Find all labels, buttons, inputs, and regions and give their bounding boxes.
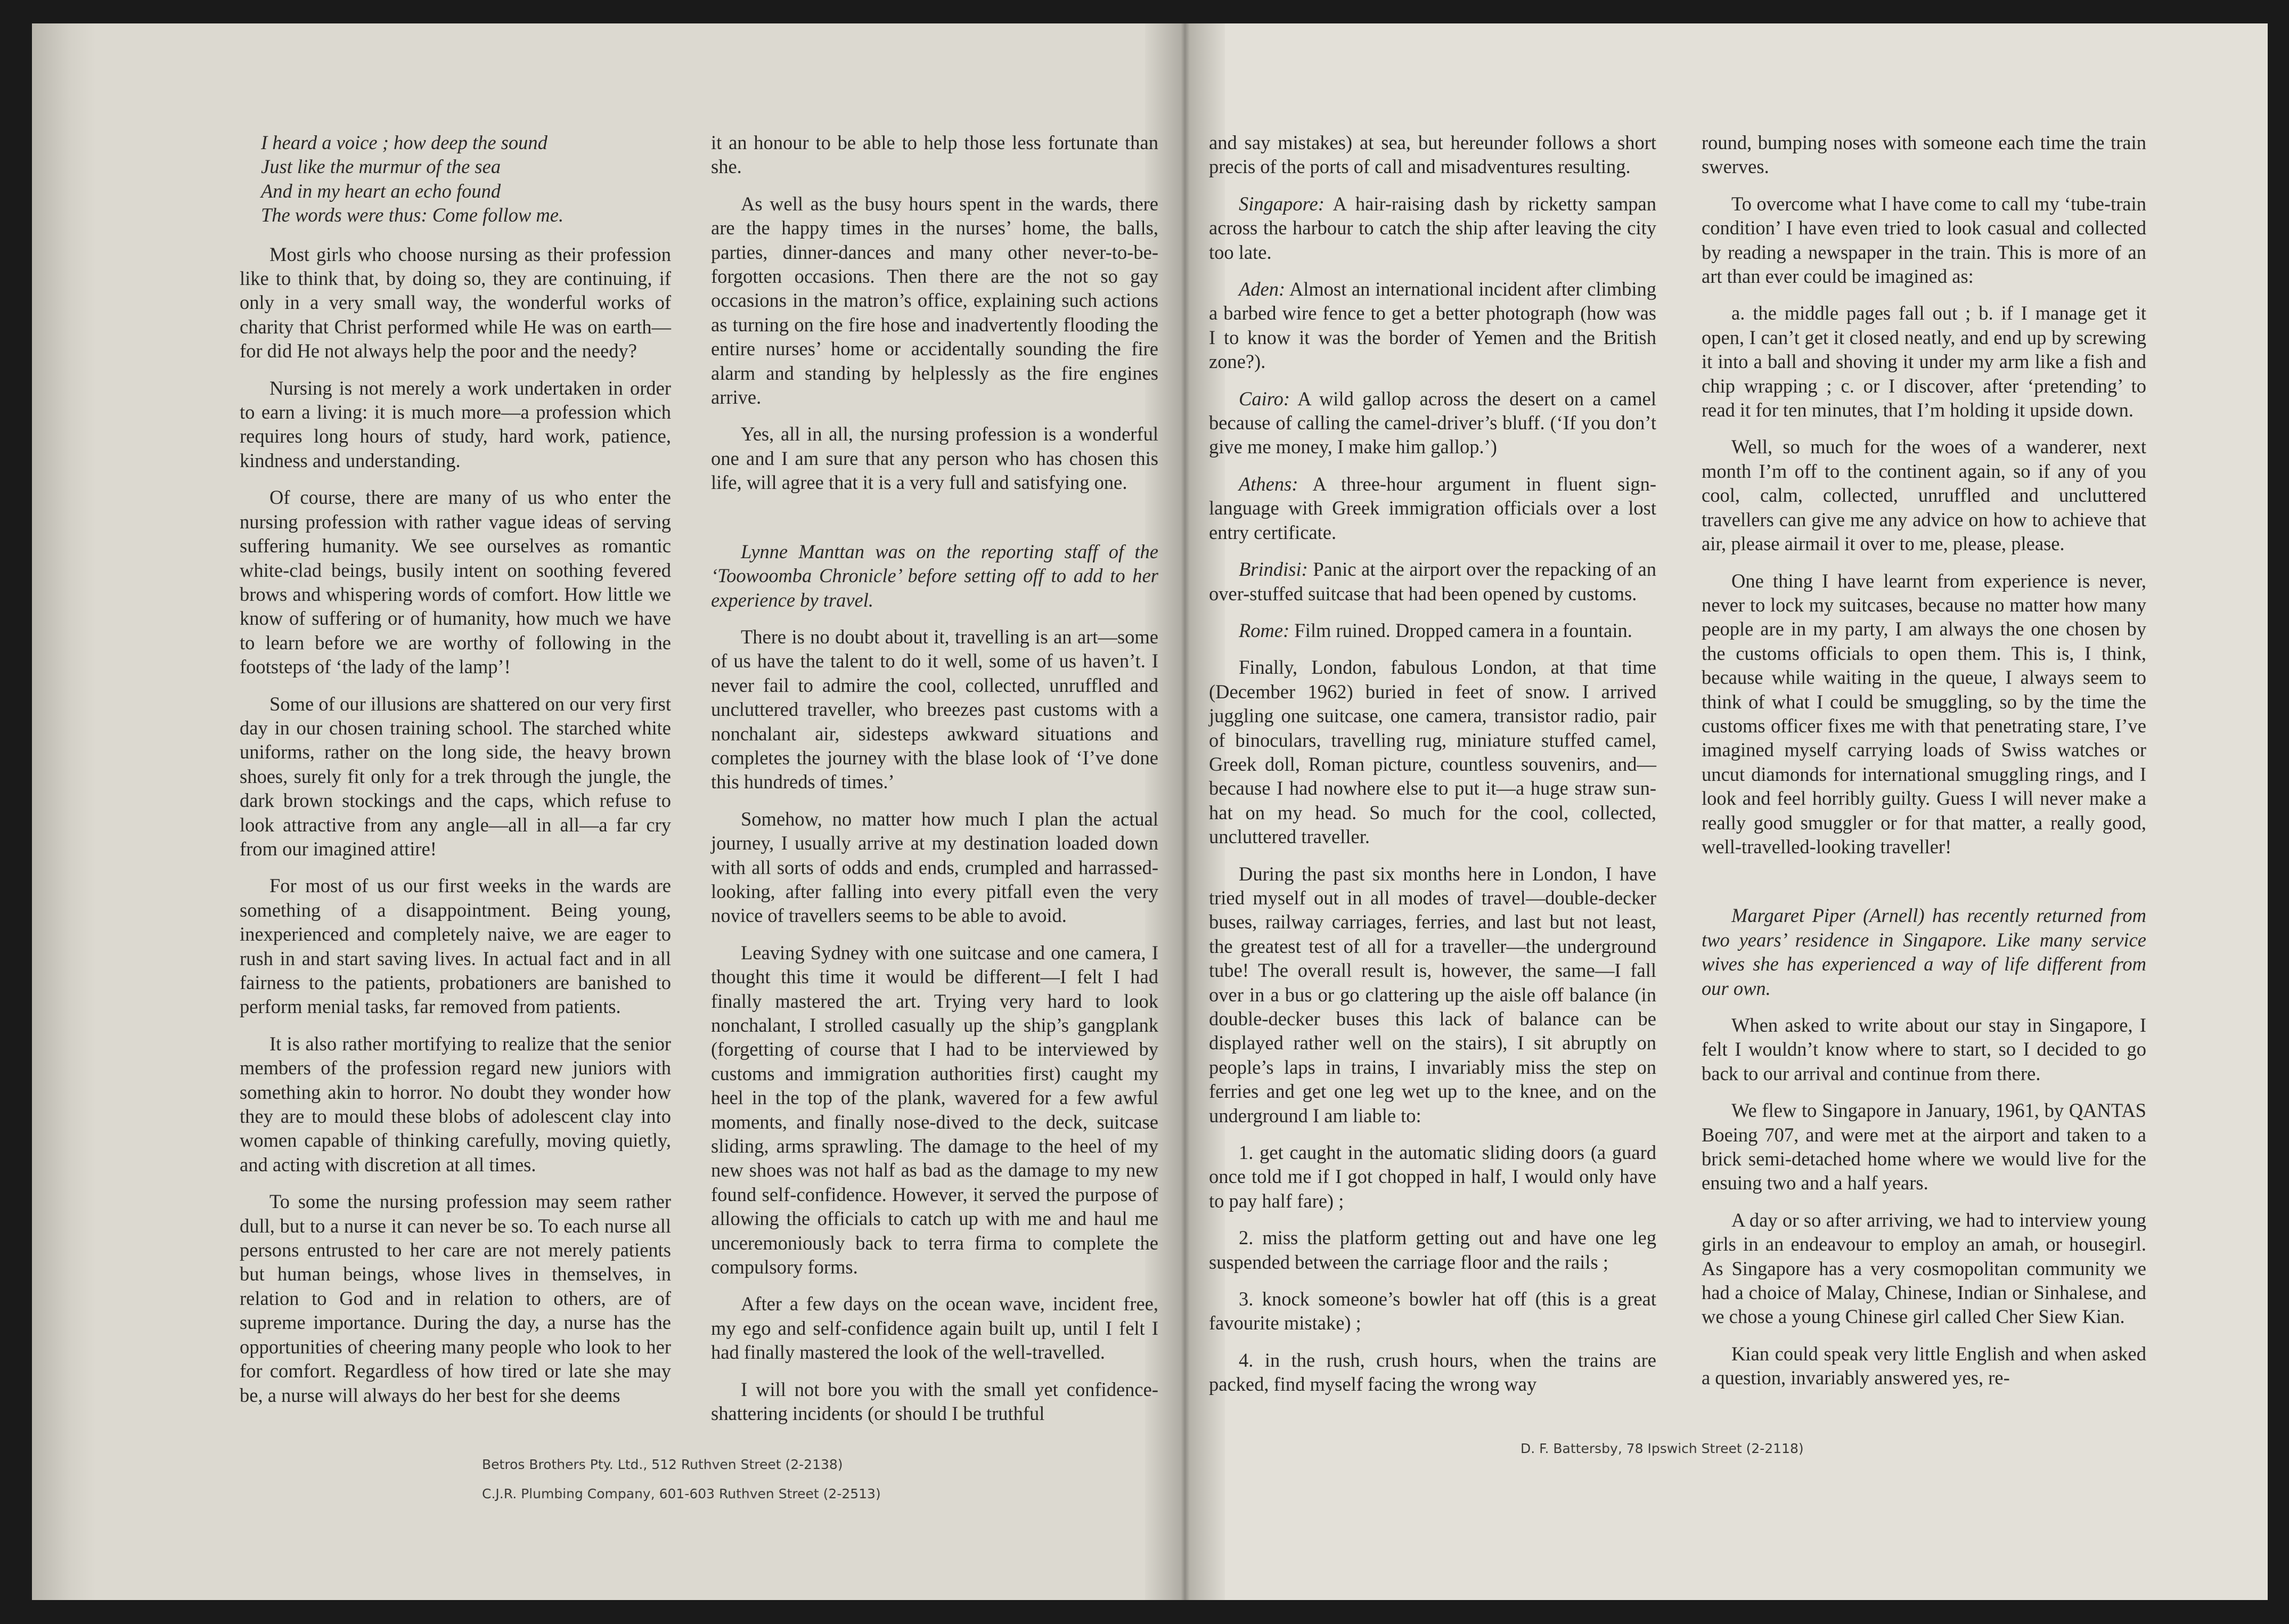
right-column-1: [1209, 130, 1656, 1409]
paragraph: It is also rather mortifying to realize that the senior members of the profession regard new juniors with something akin to horror. No doubt they wonder how they are to mould these blobs of adolescent clay into women capable of thinking carefully, moving quietly, and acting with discretion at all times.: [240, 1032, 671, 1176]
port-entry: [1209, 277, 1656, 374]
advertiser-line: D. F. Battersby, 78 Ipswich Street (2-2118): [1520, 1441, 1804, 1456]
author-intro: Lynne Manttan was on the reporting staff of the ‘Toowoomba Chronicle’ before setting off to add to her experience by travel.: [711, 540, 1158, 611]
paragraph: As well as the busy hours spent in the wards, there are the happy times in the nurses’ home, the balls, parties, dinner-dances and many other never-to-be-forgotten occasions. Then there are the not so gay occasions in the matron’s office, explaining such actions as turning on the fire hose and inadvertently flooding the entire nurses’ home or accidentally sounding the fire alarm and standing by helplessly as the fire engines arrive.: [711, 192, 1158, 409]
paragraph: Nursing is not merely a work undertaken in order to earn a living: it is much more—a profession which requires long hours of study, hard work, patience, kindness and understanding.: [240, 377, 671, 471]
paragraph: round, bumping noses with someone each time the train swerves.: [1702, 132, 2146, 178]
paragraph: Kian could speak very little English and when asked a question, invariably answered yes, re-: [1702, 1342, 2146, 1389]
poem-line: The words were thus: Come follow me.: [261, 204, 564, 226]
port-text: A wild gallop across the desert on a camel because of calling the camel-driver’s bluff. (‘If you don’t give me money, I make him gallop.’): [1209, 387, 1656, 458]
port-text: Panic at the airport over the repacking of an over-stuffed suitcase that had been opened by customs.: [1209, 558, 1656, 605]
poem-line: And in my heart an echo found: [261, 179, 501, 202]
paragraph: Leaving Sydney with one suitcase and one camera, I thought this time it would be different—I felt I had finally mastered the art. Trying very hard to look nonchalant, I strolled casually up the ship’s gangplank (forgetting of course that I had to be interviewed by customs and immigration authorities first) caught my heel in the top of the plank, wavered for a few awful moments, and finally nose-dived to the deck, suitcase sliding, arms sprawling. The damage to the heel of my new shoes was not half as bad as the damage to my new found self-confidence. However, it served the purpose of allowing the officials to catch up with me and haul me unceremoniously back to terra firma to complete the compulsory forms.: [711, 941, 1158, 1278]
left-column-2: [711, 130, 1158, 1439]
author-intro: Margaret Piper (Arnell) has recently returned from two years’ residence in Singapore. Like many service wives she has experienced a way of life different from our own.: [1702, 904, 2146, 999]
port-name: Rome:: [1239, 619, 1290, 641]
port-text: Film ruined. Dropped camera in a fountain.: [1289, 619, 1632, 641]
port-entry: [1209, 557, 1656, 606]
paragraph: For most of us our first weeks in the wards are something of a disappointment. Being young, inexperienced and completely naive, we are eager to rush in and start saving lives. In actual fact and in all fairness to the patients, probationers are banished to perform menial tasks, far removed from patients.: [240, 875, 671, 1018]
port-name: Brindisi:: [1239, 558, 1308, 581]
poem-line: I heard a voice ; how deep the sound: [261, 132, 547, 153]
port-entry: [1209, 387, 1656, 459]
port-name: Athens:: [1239, 472, 1298, 495]
left-column-1: [240, 130, 671, 1420]
paragraph: We flew to Singapore in January, 1961, by QANTAS Boeing 707, and were met at the airport and taken to a brick semi-detached home where we would live for the ensuing two and a half years.: [1702, 1099, 2146, 1194]
port-entry: [1209, 618, 1656, 642]
list-item: 1. get caught in the automatic sliding doors (a guard once told me if I got chopped in half, I would only have to pay half fare) ;: [1209, 1141, 1656, 1212]
port-text: Almost an international incident after climbing a barbed wire fence to get a better photograph (how was I to know it was the border of Yemen and the British zone?).: [1209, 278, 1656, 373]
port-entry: [1209, 472, 1656, 544]
paragraph: To some the nursing profession may seem rather dull, but to a nurse it can never be so. To each nurse all persons entrusted to her care are not merely patients but human beings, whose lives in themselves, in relation to God and in relation to others, are of supreme importance. During the day, a nurse has the opportunities of cheering many people who look to her for comfort. Regardless of how tired or late she may be, a nurse will always do her best for she deems: [240, 1190, 671, 1406]
port-entry: [1209, 192, 1656, 264]
paragraph: Most girls who choose nursing as their profession like to think that, by doing so, they are continuing, if only in a very small way, the wonderful works of charity that Christ performed while He was on earth—for did He not always help the poor and the needy?: [240, 243, 671, 362]
port-text: A hair-raising dash by ricketty sampan across the harbour to catch the ship after leaving the city too late.: [1209, 192, 1656, 263]
paragraph: and say mistakes) at sea, but hereunder follows a short precis of the ports of call and misadventures resulting.: [1209, 132, 1656, 178]
left-page-edge: [32, 23, 96, 1600]
advertiser-line: C.J.R. Plumbing Company, 601-603 Ruthven Street (2-2513): [482, 1486, 881, 1501]
port-name: Singapore:: [1239, 192, 1325, 215]
advertiser-line: Betros Brothers Pty. Ltd., 512 Ruthven Street (2-2138): [482, 1457, 843, 1472]
paragraph: Well, so much for the woes of a wanderer, next month I’m off to the continent again, so if any of you cool, calm, collected, unruffled and uncluttered travellers can give me any advice on how to achieve that air, please airmail it over to me, please, please.: [1702, 436, 2146, 555]
paragraph: During the past six months here in London, I have tried myself out in all modes of travel—double-decker buses, railway carriages, ferries, and last but not least, the greatest test of all for a traveller—the underground tube! The overall result is, however, the same—I fall over in a bus or go clattering up the aisle off balance (in double-decker buses this lack of balance can be displayed rather well on the stairs), I sit abruptly on people’s laps in trains, I invariably miss the step on ferries and get one leg wet up to the knee, and on the underground I am liable to:: [1209, 862, 1656, 1127]
list-item: 3. knock someone’s bowler hat off (this is a great favourite mistake) ;: [1209, 1288, 1656, 1334]
port-name: Cairo:: [1239, 387, 1290, 410]
paragraph: Of course, there are many of us who enter the nursing profession with rather vague ideas of serving suffering humanity. We see ourselves as romantic white-clad beings, busily intent on soothing fevered brows and whispering words of comfort. How little we know of suffering or of humanity, how much we have to learn before we are worthy of following in the footsteps of ‘the lady of the lamp’!: [240, 486, 671, 678]
list-item: 2. miss the platform getting out and have one leg suspended between the carriage floor and the rails ;: [1209, 1227, 1656, 1273]
poem-line: Just like the murmur of the sea: [261, 156, 501, 178]
paragraph: Yes, all in all, the nursing profession is a wonderful one and I am sure that any person who has chosen this life, will agree that it is a very full and satisfying one.: [711, 423, 1158, 494]
paragraph: a. the middle pages fall out ; b. if I manage get it open, I can’t get it closed neatly, and end up by screwing it into a ball and shoving it under my arm like a fish and chip wrapping ; c. or I discover, after ‘pretending’ to read it for ten minutes, that I’m holding it upside down.: [1702, 302, 2146, 421]
port-name: Aden:: [1239, 278, 1286, 300]
paragraph: it an honour to be able to help those less fortunate than she.: [711, 132, 1158, 178]
paragraph: There is no doubt about it, travelling is an art—some of us have the talent to do it well, some of us haven’t. I never fail to admire the cool, collected, unruffled and uncluttered traveller, who breezes past customs with a nonchalant air, sidesteps awkward situations and completes the journey with the blase look of ‘I’ve done this hundreds of times.’: [711, 625, 1158, 793]
paragraph: When asked to write about our stay in Singapore, I felt I wouldn’t know where to start, so I decided to go back to our arrival and continue from there.: [1702, 1014, 2146, 1084]
paragraph: To overcome what I have come to call my ‘tube-train condition’ I have even tried to look casual and collected by reading a newspaper in the train. This is more of an art than ever could be imagined as:: [1702, 192, 2146, 288]
paragraph: Somehow, no matter how much I plan the actual journey, I usually arrive at my destination loaded down with all sorts of odds and ends, crumpled and harrassed-looking, after falling into every pitfall even the very novice of travellers seems to be able to avoid.: [711, 807, 1158, 927]
poem: [240, 130, 671, 227]
paragraph: A day or so after arriving, we had to interview young girls in an endeavour to employ an amah, or housegirl. As Singapore has a very cosmopolitan community we had a choice of Malay, Chinese, Indian or Sinhalese, and we chose a young Chinese girl called Cher Siew Kian.: [1702, 1209, 2146, 1328]
paragraph: Finally, London, fabulous London, at that time (December 1962) buried in feet of snow. I arrived juggling one suitcase, one camera, transistor radio, pair of binoculars, travelling rug, miniature stuffed camel, Greek doll, Roman picture, countless souvenirs, and—because I had nowhere else to put it—a huge straw sun-hat on my head. So much for the cool, collected, uncluttered traveller.: [1209, 656, 1656, 848]
paragraph: Some of our illusions are shattered on our very first day in our chosen training school. The starched white uniforms, rather on the long side, the heavy brown shoes, surely fit only for a trek through the jungle, the dark brown stockings and the caps, which refuse to look attractive from any angle—all in all—a far cry from our imagined attire!: [240, 692, 671, 860]
port-text: A three-hour argument in fluent sign-language with Greek immigration officials over a lost entry certificate.: [1209, 472, 1656, 543]
paragraph: One thing I have learnt from experience is never, never to lock my suitcases, because no matter how many people are in my party, I am always the one chosen by the customs officials to open them. This is, I think, because while waiting in the queue, I always seem to think of what I could be smuggling, so by the time the customs officer fixes me with that penetrating stare, I’ve imagined myself carrying loads of Swiss watches or uncut diamonds for international smuggling rings, and I look and feel horribly guilty. Guess I will never make a really good smuggler or for that matter, a really good, well-travelled-looking traveller!: [1702, 569, 2146, 858]
list-item: 4. in the rush, crush hours, when the trains are packed, find myself facing the wrong way: [1209, 1349, 1656, 1396]
paragraph: I will not bore you with the small yet confidence-shattering incidents (or should I be truthful: [711, 1378, 1158, 1425]
paragraph: After a few days on the ocean wave, incident free, my ego and self-confidence again built up, until I felt I had finally mastered the look of the well-travelled.: [711, 1293, 1158, 1364]
right-column-2: [1702, 130, 2146, 1403]
